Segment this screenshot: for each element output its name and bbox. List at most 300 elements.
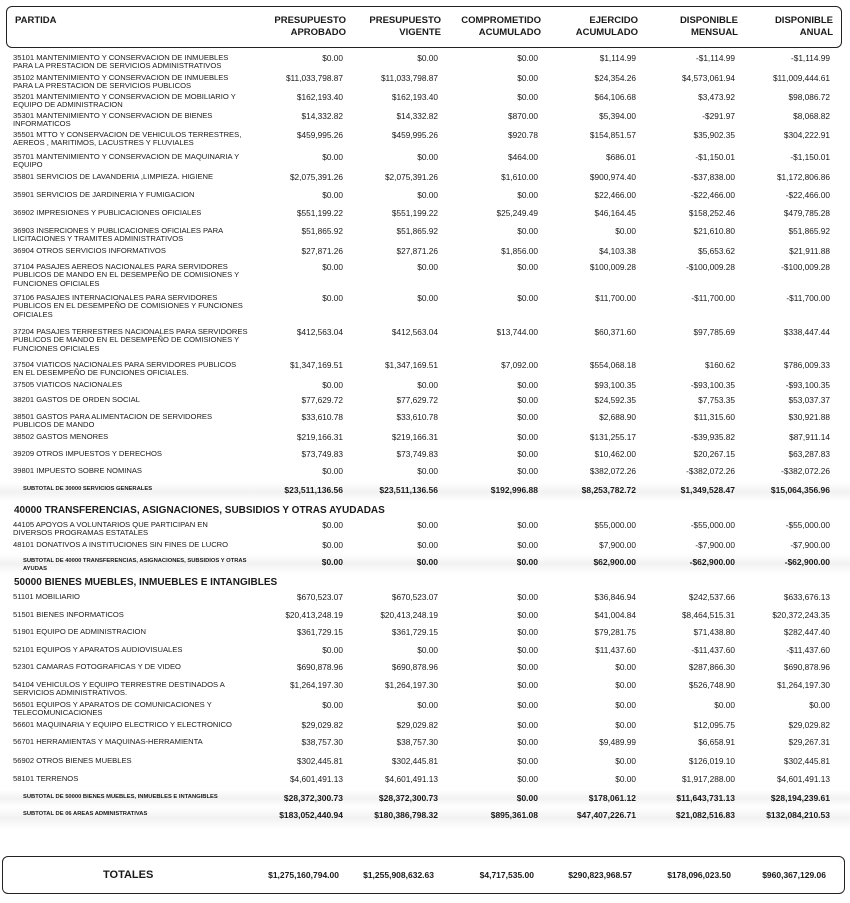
amount-cell: $77,629.72: [396, 395, 438, 405]
table-row: [0, 448, 850, 465]
amount-cell: -$1,150.01: [695, 152, 735, 162]
amount-cell: $459,995.26: [296, 130, 343, 140]
amount-cell: $2,075,391.26: [289, 172, 343, 182]
amount-cell: $11,033,798.87: [285, 73, 343, 83]
amount-cell: $526,748.90: [688, 680, 735, 690]
amount-cell: $0.00: [517, 592, 538, 602]
amount-cell: $4,601,491.13: [384, 774, 438, 784]
amount-cell: $0.00: [516, 557, 538, 567]
amount-cell: $0.00: [517, 540, 538, 550]
amount-cell: $0.00: [322, 520, 343, 530]
amount-cell: $29,029.82: [788, 720, 830, 730]
amount-cell: $686.01: [606, 152, 636, 162]
partida-description: 54104 VEHICULOS Y EQUIPO TERRESTRE DESTINADOS A SERVICIOS ADMINISTRATIVOS.: [13, 680, 225, 698]
partida-description: 51901 EQUIPO DE ADMINISTRACION: [13, 627, 146, 636]
amount-cell: $0.00: [517, 395, 538, 405]
amount-cell: $30,921.88: [788, 412, 830, 422]
amount-cell: $11,315.60: [694, 412, 735, 422]
amount-cell: $690,878.96: [296, 662, 343, 672]
amount-cell: $0.00: [517, 380, 538, 390]
amount-cell: $11,437.60: [595, 645, 636, 655]
partida-description: 35501 MTTO Y CONSERVACION DE VEHICULOS TERRESTRES, AEREOS , MARITIMOS, LACUSTRES Y FLUVIALES: [13, 130, 242, 148]
amount-cell: $0.00: [517, 627, 538, 637]
amount-cell: $77,629.72: [301, 395, 343, 405]
subtotal-label: SUBTOTAL DE 50000 BIENES MUEBLES, INMUEBLES E INTANGIBLES: [23, 794, 218, 800]
amount-cell: $1,610.00: [501, 172, 538, 182]
amount-cell: $11,643,731.13: [676, 793, 735, 803]
amount-cell: $1,347,169.51: [384, 360, 438, 370]
amount-cell: $1,917,288.00: [681, 774, 735, 784]
header-ejercido-acumulado: EJERCIDO ACUMULADO: [575, 15, 638, 38]
table-row: [0, 411, 850, 431]
amount-cell: $2,688.90: [599, 412, 636, 422]
amount-cell: $64,106.68: [594, 92, 636, 102]
header-presupuesto-vigente: PRESUPUESTO VIGENTE: [369, 15, 441, 38]
table-row: [0, 129, 850, 151]
amount-cell: $53,037.37: [788, 395, 830, 405]
amount-cell: -$93,100.35: [785, 380, 830, 390]
table-row: [0, 626, 850, 644]
table-body: [0, 52, 850, 829]
amount-cell: $180,386,798.32: [374, 810, 438, 820]
partida-description: 39209 OTROS IMPUESTOS Y DERECHOS: [13, 449, 162, 458]
partida-description: 37204 PASAJES TERRESTRES NACIONALES PARA SERVIDORES PUBLICOS DE MANDO EN EL DESEMPEÑO DE COMISIONES Y FUNCIONES OFICIALES: [13, 327, 248, 353]
partida-description: 56601 MAQUINARIA Y EQUIPO ELECTRICO Y ELECTRONICO: [13, 720, 232, 729]
amount-cell: $10,462.00: [594, 449, 636, 459]
amount-cell: -$37,838.00: [690, 172, 735, 182]
table-row: [0, 755, 850, 773]
table-row: [0, 292, 850, 326]
table-row: [0, 91, 850, 110]
partida-description: 58101 TERRENOS: [13, 774, 79, 783]
amount-cell: $0.00: [322, 645, 343, 655]
amount-cell: $459,995.26: [391, 130, 438, 140]
table-row: [0, 519, 850, 539]
amount-cell: $0.00: [517, 73, 538, 83]
amount-cell: $1,347,169.51: [289, 360, 343, 370]
subtotal-label: SUBTOTAL DE 06 AREAS ADMINISTRATIVAS: [23, 811, 148, 817]
amount-cell: -$11,437.60: [691, 645, 735, 655]
amount-cell: $302,445.81: [296, 756, 343, 766]
amount-cell: $38,757.30: [301, 737, 343, 747]
amount-cell: $41,004.84: [594, 610, 636, 620]
partida-description: 35701 MANTENIMIENTO Y CONSERVACION DE MAQUINARIA Y EQUIPO: [13, 152, 240, 170]
table-row: [0, 591, 850, 609]
amount-cell: $1,172,806.86: [776, 172, 830, 182]
amount-cell: $0.00: [417, 380, 438, 390]
amount-cell: $97,785.69: [693, 327, 735, 337]
amount-cell: $38,757.30: [396, 737, 438, 747]
amount-cell: $219,166.31: [391, 432, 438, 442]
amount-cell: $0.00: [322, 152, 343, 162]
table-row: [0, 609, 850, 626]
amount-cell: $0.00: [417, 293, 438, 303]
amount-cell: $47,407,226.71: [576, 810, 636, 820]
amount-cell: $0.00: [322, 700, 343, 710]
header-comprometido-acumulado: COMPROMETIDO ACUMULADO: [461, 15, 541, 38]
amount-cell: $60,371.60: [594, 327, 636, 337]
amount-cell: $33,610.78: [301, 412, 343, 422]
amount-cell: $13,744.00: [496, 327, 538, 337]
amount-cell: $5,394.00: [599, 111, 636, 121]
amount-cell: $154,851.57: [589, 130, 636, 140]
amount-cell: $20,413,248.19: [380, 610, 438, 620]
amount-cell: $3,473.92: [698, 92, 735, 102]
header-partida: PARTIDA: [15, 15, 57, 26]
partida-description: 35102 MANTENIMIENTO Y CONSERVACION DE INMUEBLES PARA LA PRESTACION DE SERVICIOS PUBLICOS: [13, 73, 229, 91]
table-row: [0, 225, 850, 245]
amount-cell: -$62,900.00: [784, 557, 830, 567]
amount-cell: $0.00: [517, 662, 538, 672]
totals-value: $960,367,129.06: [762, 870, 826, 880]
amount-cell: $20,267.15: [693, 449, 735, 459]
partida-description: 52301 CAMARAS FOTOGRAFICAS Y DE VIDEO: [13, 662, 181, 671]
amount-cell: $282,447.40: [783, 627, 830, 637]
partida-description: 35301 MANTENIMIENTO Y CONSERVACION DE BIENES INFORMATICOS: [13, 111, 213, 129]
amount-cell: $24,592.35: [594, 395, 636, 405]
table-row: [0, 465, 850, 482]
amount-cell: $0.00: [517, 700, 538, 710]
totals-value: $1,275,160,794.00: [268, 870, 339, 880]
amount-cell: $920.78: [508, 130, 538, 140]
amount-cell: $0.00: [517, 610, 538, 620]
amount-cell: $21,610.80: [693, 226, 735, 236]
amount-cell: $1,264,197.30: [776, 680, 830, 690]
amount-cell: $4,573,061.94: [681, 73, 735, 83]
amount-cell: $14,332.82: [396, 111, 438, 121]
amount-cell: $0.00: [615, 756, 636, 766]
amount-cell: $0.00: [416, 557, 438, 567]
amount-cell: $0.00: [417, 466, 438, 476]
amount-cell: -$62,900.00: [689, 557, 735, 567]
amount-cell: $36,846.94: [594, 592, 636, 602]
partida-description: 37505 VIATICOS NACIONALES: [13, 380, 123, 389]
partida-description: 48101 DONATIVOS A INSTITUCIONES SIN FINES DE LUCRO: [13, 540, 229, 549]
amount-cell: $0.00: [417, 700, 438, 710]
amount-cell: $73,749.83: [301, 449, 343, 459]
amount-cell: $412,563.04: [391, 327, 438, 337]
amount-cell: $0.00: [517, 190, 538, 200]
amount-cell: $0.00: [517, 466, 538, 476]
amount-cell: $0.00: [417, 520, 438, 530]
amount-cell: $29,029.82: [301, 720, 343, 730]
partida-description: 35201 MANTENIMIENTO Y CONSERVACION DE MOBILIARIO Y EQUIPO DE ADMINISTRACION: [13, 92, 236, 110]
totals-value: $1,255,908,632.63: [363, 870, 434, 880]
amount-cell: $27,871.26: [396, 246, 438, 256]
amount-cell: $0.00: [615, 700, 636, 710]
section-title: 40000 TRANSFERENCIAS, ASIGNACIONES, SUBSIDIOS Y OTRAS AYUDADAS: [14, 505, 385, 516]
partida-description: 36902 IMPRESIONES Y PUBLICACIONES OFICIALES: [13, 208, 202, 217]
amount-cell: $900,974.40: [589, 172, 636, 182]
amount-cell: $4,103.38: [599, 246, 636, 256]
amount-cell: $0.00: [809, 700, 830, 710]
partida-description: 52101 EQUIPOS Y APARATOS AUDIOVISUALES: [13, 645, 183, 654]
partida-description: 37504 VIATICOS NACIONALES PARA SERVIDORES PUBLICOS EN EL DESEMPEÑO DE FUNCIONES OFICIALES.: [13, 360, 237, 378]
amount-cell: $20,372,243.35: [772, 610, 830, 620]
amount-cell: $0.00: [517, 520, 538, 530]
amount-cell: -$55,000.00: [690, 520, 735, 530]
table-row: [0, 394, 850, 411]
amount-cell: $690,878.96: [783, 662, 830, 672]
section-heading: [0, 574, 850, 591]
amount-cell: $51,865.92: [788, 226, 830, 236]
amount-cell: -$11,700.00: [691, 293, 735, 303]
amount-cell: $15,064,356.96: [770, 485, 830, 495]
amount-cell: $338,447.44: [783, 327, 830, 337]
amount-cell: -$1,114.99: [790, 53, 830, 63]
amount-cell: $100,009.28: [589, 262, 636, 272]
amount-cell: $633,676.13: [783, 592, 830, 602]
partida-description: 37104 PASAJES AEREOS NACIONALES PARA SERVIDORES PUBLICOS DE MANDO EN EL DESEMPEÑO DE COMISIONES Y FUNCIONES OFICIALES: [13, 262, 240, 288]
amount-cell: $219,166.31: [296, 432, 343, 442]
table-row: [0, 171, 850, 189]
amount-cell: $0.00: [517, 432, 538, 442]
amount-cell: -$100,009.28: [686, 262, 735, 272]
amount-cell: -$100,009.28: [781, 262, 830, 272]
amount-cell: $1,264,197.30: [384, 680, 438, 690]
partida-description: 35101 MANTENIMIENTO Y CONSERVACION DE INMUEBLES PARA LA PRESTACION DE SERVICIOS ADMINISTRATIVOS: [13, 53, 229, 71]
amount-cell: $178,061.12: [588, 793, 636, 803]
partida-description: 56501 EQUIPOS Y APARATOS DE COMUNICACIONES Y TELECOMUNICACIONES: [13, 700, 212, 718]
amount-cell: $554,068.18: [589, 360, 636, 370]
table-row: [0, 699, 850, 719]
amount-cell: $11,009,444.61: [772, 73, 830, 83]
amount-cell: $8,253,782.72: [581, 485, 636, 495]
amount-cell: $670,523.07: [296, 592, 343, 602]
amount-cell: $22,466.00: [594, 190, 636, 200]
amount-cell: -$93,100.35: [690, 380, 735, 390]
amount-cell: -$11,437.60: [786, 645, 830, 655]
amount-cell: $158,252.46: [688, 208, 735, 218]
amount-cell: $0.00: [322, 262, 343, 272]
amount-cell: $382,072.26: [589, 466, 636, 476]
amount-cell: $0.00: [714, 700, 735, 710]
amount-cell: $304,222.91: [783, 130, 830, 140]
amount-cell: $0.00: [322, 293, 343, 303]
amount-cell: $895,361.08: [490, 810, 538, 820]
amount-cell: $0.00: [517, 226, 538, 236]
amount-cell: $0.00: [517, 720, 538, 730]
amount-cell: $1,114.99: [599, 53, 636, 63]
partida-description: 44105 APOYOS A VOLUNTARIOS QUE PARTICIPAN EN DIVERSOS PROGRAMAS ESTATALES: [13, 520, 208, 538]
amount-cell: $5,653.62: [698, 246, 735, 256]
amount-cell: $361,729.15: [296, 627, 343, 637]
section-title: 50000 BIENES MUEBLES, INMUEBLES E INTANGIBLES: [14, 577, 278, 588]
amount-cell: $14,332.82: [301, 111, 343, 121]
amount-cell: $98,086.72: [788, 92, 830, 102]
amount-cell: $0.00: [615, 720, 636, 730]
amount-cell: $690,878.96: [391, 662, 438, 672]
amount-cell: $0.00: [517, 774, 538, 784]
partida-description: 56902 OTROS BIENES MUEBLES: [13, 756, 132, 765]
amount-cell: $79,281.75: [594, 627, 636, 637]
amount-cell: $29,267.31: [788, 737, 830, 747]
partida-description: 37106 PASAJES INTERNACIONALES PARA SERVIDORES PUBLICOS EN EL DESEMPEÑO DE COMISIONES Y FUNCIONES OFICIALES: [13, 293, 243, 319]
amount-cell: $0.00: [417, 152, 438, 162]
amount-cell: $8,464,515.31: [681, 610, 735, 620]
amount-cell: $670,523.07: [391, 592, 438, 602]
table-row: [0, 110, 850, 129]
amount-cell: -$1,150.01: [790, 152, 830, 162]
amount-cell: $242,537.66: [688, 592, 735, 602]
amount-cell: -$55,000.00: [785, 520, 830, 530]
amount-cell: $0.00: [322, 380, 343, 390]
subtotal-label: SUBTOTAL DE 30000 SERVICIOS GENERALES: [23, 486, 153, 492]
amount-cell: -$11,700.00: [786, 293, 830, 303]
amount-cell: $786,009.33: [783, 360, 830, 370]
partida-description: 36903 INSERCIONES Y PUBLICACIONES OFICIALES PARA LICITACIONES Y TRAMITES ADMINISTRATIVOS: [13, 226, 223, 244]
amount-cell: $9,489.99: [599, 737, 636, 747]
amount-cell: $12,095.75: [693, 720, 735, 730]
table-row: [0, 679, 850, 699]
amount-cell: $11,033,798.87: [380, 73, 438, 83]
subtotal-row: [0, 554, 850, 574]
amount-cell: $1,264,197.30: [289, 680, 343, 690]
amount-cell: -$382,072.26: [781, 466, 830, 476]
table-row: [0, 72, 850, 91]
amount-cell: $0.00: [517, 53, 538, 63]
amount-cell: $0.00: [615, 680, 636, 690]
amount-cell: $4,601,491.13: [776, 774, 830, 784]
amount-cell: $0.00: [615, 226, 636, 236]
subtotal-row: [0, 807, 850, 829]
amount-cell: $0.00: [517, 262, 538, 272]
amount-cell: $0.00: [322, 466, 343, 476]
table-row: [0, 644, 850, 661]
table-row: [0, 261, 850, 292]
table-row: [0, 359, 850, 379]
amount-cell: $28,194,239.61: [770, 793, 830, 803]
amount-cell: $29,029.82: [396, 720, 438, 730]
amount-cell: $46,164.45: [594, 208, 636, 218]
amount-cell: $51,865.92: [301, 226, 343, 236]
amount-cell: $1,856.00: [501, 246, 538, 256]
amount-cell: $55,000.00: [594, 520, 636, 530]
amount-cell: $183,052,440.94: [279, 810, 343, 820]
table-row: [0, 431, 850, 448]
totals-value: $178,096,023.50: [667, 870, 731, 880]
table-row: [0, 52, 850, 72]
amount-cell: $302,445.81: [391, 756, 438, 766]
amount-cell: $23,511,136.56: [284, 485, 343, 495]
table-row: [0, 189, 850, 207]
amount-cell: $11,700.00: [595, 293, 636, 303]
amount-cell: $0.00: [417, 53, 438, 63]
totals-row: [2, 856, 845, 894]
amount-cell: $464.00: [508, 152, 538, 162]
amount-cell: $287,866.30: [688, 662, 735, 672]
amount-cell: $27,871.26: [301, 246, 343, 256]
amount-cell: $0.00: [517, 756, 538, 766]
amount-cell: $87,911.14: [789, 432, 830, 442]
amount-cell: $73,749.83: [396, 449, 438, 459]
amount-cell: $302,445.81: [783, 756, 830, 766]
amount-cell: $162,193.40: [391, 92, 438, 102]
amount-cell: $0.00: [322, 53, 343, 63]
amount-cell: -$382,072.26: [686, 466, 735, 476]
amount-cell: $20,413,248.19: [285, 610, 343, 620]
table-header: [6, 6, 842, 48]
amount-cell: $0.00: [516, 793, 538, 803]
amount-cell: $870.00: [508, 111, 538, 121]
amount-cell: $0.00: [517, 449, 538, 459]
amount-cell: $23,511,136.56: [379, 485, 438, 495]
amount-cell: $0.00: [517, 737, 538, 747]
partida-description: 36904 OTROS SERVICIOS INFORMATIVOS: [13, 246, 166, 255]
table-row: [0, 207, 850, 225]
amount-cell: -$22,466.00: [690, 190, 735, 200]
amount-cell: $63,287.83: [788, 449, 830, 459]
amount-cell: -$22,466.00: [785, 190, 830, 200]
totals-value: $4,717,535.00: [479, 870, 534, 880]
amount-cell: $2,075,391.26: [384, 172, 438, 182]
amount-cell: $35,902.35: [693, 130, 735, 140]
amount-cell: $0.00: [322, 190, 343, 200]
partida-description: 38201 GASTOS DE ORDEN SOCIAL: [13, 395, 140, 404]
amount-cell: $0.00: [517, 645, 538, 655]
amount-cell: $24,354.26: [594, 73, 636, 83]
partida-description: 38501 GASTOS PARA ALIMENTACION DE SERVIDORES PUBLICOS DE MANDO: [13, 412, 213, 430]
table-row: [0, 245, 850, 261]
amount-cell: $551,199.22: [296, 208, 343, 218]
totals-label: TOTALES: [103, 869, 154, 881]
amount-cell: $126,019.10: [688, 756, 735, 766]
table-row: [0, 736, 850, 755]
table-row: [0, 773, 850, 790]
header-disponible-anual: DISPONIBLE ANUAL: [774, 15, 833, 38]
amount-cell: $162,193.40: [296, 92, 343, 102]
amount-cell: $8,068.82: [793, 111, 830, 121]
subtotal-row: [0, 790, 850, 807]
header-presupuesto-aprobado: PRESUPUESTO APROBADO: [274, 15, 346, 38]
amount-cell: $0.00: [322, 540, 343, 550]
amount-cell: $62,900.00: [593, 557, 636, 567]
partida-description: 35801 SERVICIOS DE LAVANDERIA ,LIMPIEZA. HIGIENE: [13, 172, 214, 181]
partida-description: 35901 SERVICIOS DE JARDINERIA Y FUMIGACION: [13, 190, 195, 199]
amount-cell: $4,601,491.13: [289, 774, 343, 784]
amount-cell: $0.00: [417, 190, 438, 200]
amount-cell: -$39,935.82: [690, 432, 735, 442]
amount-cell: $0.00: [417, 645, 438, 655]
subtotal-row: [0, 482, 850, 502]
amount-cell: $0.00: [615, 662, 636, 672]
amount-cell: $0.00: [615, 774, 636, 784]
table-row: [0, 151, 850, 171]
amount-cell: $0.00: [517, 293, 538, 303]
amount-cell: $93,100.35: [594, 380, 636, 390]
amount-cell: $132,084,210.53: [766, 810, 830, 820]
table-row: [0, 539, 850, 554]
amount-cell: $7,092.00: [501, 360, 538, 370]
amount-cell: $28,372,300.73: [283, 793, 343, 803]
amount-cell: $7,753.35: [698, 395, 735, 405]
amount-cell: $0.00: [517, 412, 538, 422]
amount-cell: $0.00: [517, 92, 538, 102]
table-row: [0, 719, 850, 736]
amount-cell: $1,349,528.47: [680, 485, 735, 495]
partida-description: 51101 MOBILIARIO: [13, 592, 80, 601]
subtotal-label: SUBTOTAL DE 40000 TRANSFERENCIAS, ASIGNACIONES, SUBSIDIOS Y OTRAS AYUDAS: [23, 558, 247, 572]
amount-cell: $551,199.22: [391, 208, 438, 218]
amount-cell: -$291.97: [702, 111, 735, 121]
amount-cell: $0.00: [517, 680, 538, 690]
amount-cell: $33,610.78: [396, 412, 438, 422]
amount-cell: $28,372,300.73: [378, 793, 438, 803]
header-disponible-mensual: DISPONIBLE MENSUAL: [679, 15, 738, 38]
amount-cell: $412,563.04: [296, 327, 343, 337]
section-heading: [0, 502, 850, 519]
table-row: [0, 661, 850, 679]
